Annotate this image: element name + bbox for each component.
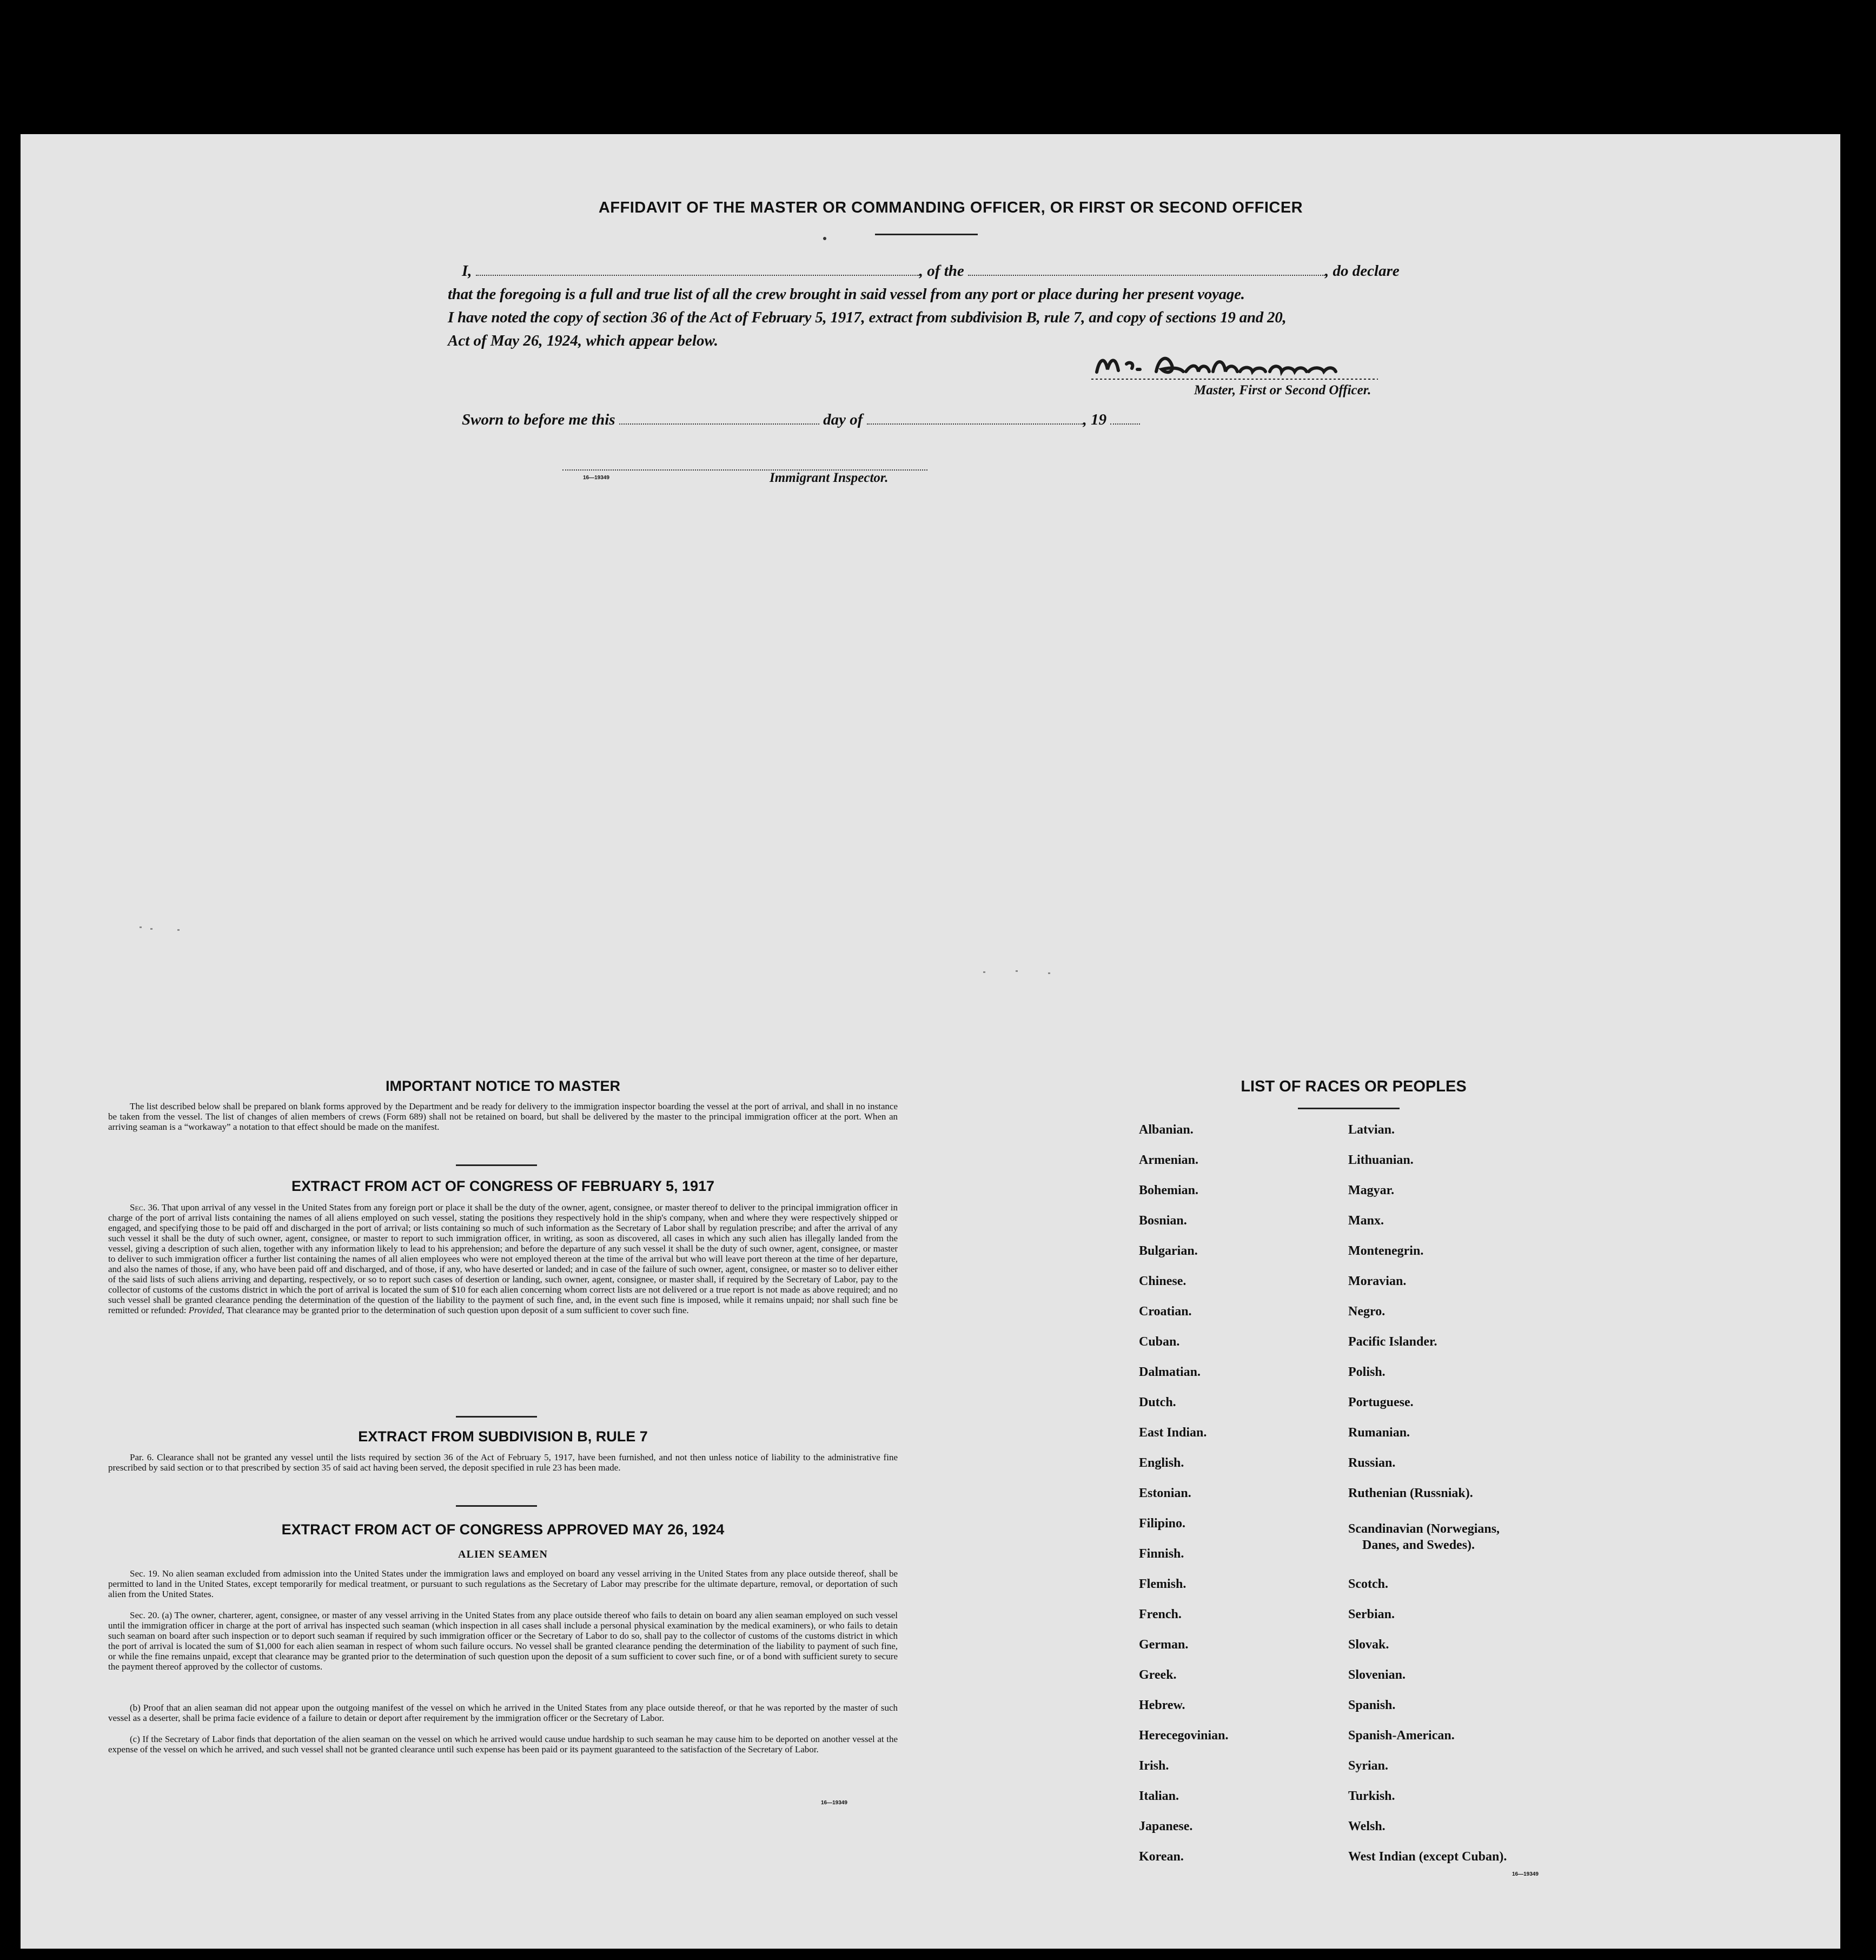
race-item: Russian. (1348, 1456, 1396, 1470)
extract-1917-text: That upon arrival of any vessel in the United States from any foreign port or place it shall be the duty of the owner, agent, consignee, or master thereof to deliver to the principal immigration officer in charge of the port of arrival lists containing the names of all aliens employed on such vessel, stating the positions they respectively hold in the ship's company, when and where they were respectively shipped or engaged, and specifying those to be paid off and discharged in the port of arrival; or lists containing so much of such information as the Secretary of Labor shall by regulation prescribe; and after the arrival of any such vessel it shall be the duty of such owner, agent, consignee, or master to report to such immigration officer, in writing, as soon as discovered, all cases in which any such alien has illegally landed from the vessel, giving a description of such alien, together with any information likely to lead to his apprehension; and before the departure of any such vessel it shall be the duty of such owner, agent, consignee, or master to deliver to such immigration officer a further list containing the names of all alien employees who were not employed thereon at the time of the arrival but who will leave port thereon at the time of her departure, and also the names of those, if any, who have been paid off and discharged, and of those, if any, who have deserted or landed; and in case of the failure of such owner, agent, consignee, or master so to deliver either of the said lists of such aliens arriving and departing, respectively, or so to report such cases of desertion or landing, such owner, agent, consignee, or master shall, if required by the Secretary of Labor, pay to the collector of customs of the customs district in which the port of arrival is located the sum of $10 for each alien concerning whom correct lists are not delivered or a true report is not made as above required; and no such vessel shall be granted clearance pending the determination of the question of the liability to the payment of such fine, and, in the event such fine is imposed, while it remains unpaid; nor shall such fine be remitted or refunded: (108, 1202, 898, 1315)
race-item: French. (1139, 1607, 1182, 1621)
paper-speck (1048, 972, 1050, 974)
affidavit-declaration (448, 260, 1457, 353)
race-item: Cuban. (1139, 1335, 1180, 1349)
race-item: Polish. (1348, 1365, 1386, 1379)
race-item: Croatian. (1139, 1305, 1192, 1319)
notice-rule (456, 1164, 537, 1166)
race-item: Korean. (1139, 1850, 1184, 1864)
extract-1917-sec: Sec. 36. (130, 1202, 160, 1213)
race-item: Bosnian. (1139, 1214, 1187, 1228)
paper-speck (140, 926, 142, 928)
extract-1924-sec20c: (c) If the Secretary of Labor finds that deportation of the alien seaman on the vessel on which he arrived would cause undue hardship to such seaman he may cause him to be deported on another vessel at the expense of the vessel on which he arrived, and such vessel shall not be granted clearance until such expense has been paid or its payment guaranteed to the satisfaction of the Secretary of Labor. (108, 1734, 898, 1754)
sworn-label: Sworn to before me this (462, 411, 615, 428)
form-sheet (21, 134, 1840, 1949)
sworn-year-field[interactable] (1110, 412, 1140, 425)
affidavit-form-number: 16—19349 (583, 475, 609, 481)
notice-body: The list described below shall be prepared on blank forms approved by the Department and be ready for delivery to the immigration inspector boarding the vessel at the port of arrival, and shall in no instance be taken from the vessel. The list of changes of alien members of crews (Form 689) shall not be retained on board, but shall be delivered by the master to the principal immigration officer at the port. When an arriving seaman is a “workaway” a notation to that effect should be made on the manifest. (108, 1101, 898, 1132)
extract-1917-proviso-word: Provided, (188, 1305, 224, 1315)
race-item: Herecegovinian. (1139, 1729, 1229, 1743)
extract-1917-title: EXTRACT FROM ACT OF CONGRESS OF FEBRUARY 5, 1917 (291, 1178, 715, 1194)
sworn-day-field[interactable] (619, 412, 819, 425)
extract-1917-body (108, 1202, 898, 1315)
races-title-rule (1298, 1108, 1400, 1109)
race-item: Manx. (1348, 1214, 1384, 1228)
extract-1924-form-number: 16—19349 (821, 1800, 847, 1806)
race-item: Spanish-American. (1348, 1729, 1455, 1743)
sworn-month-field[interactable] (867, 412, 1083, 425)
notice-title: IMPORTANT NOTICE TO MASTER (386, 1078, 620, 1094)
race-item: Lithuanian. (1348, 1153, 1414, 1167)
race-item: Bulgarian. (1139, 1244, 1198, 1258)
vessel-label: , of the (919, 262, 964, 280)
race-item: Albanian. (1139, 1123, 1194, 1137)
race-item: Scotch. (1348, 1577, 1388, 1591)
race-item: Armenian. (1139, 1153, 1198, 1167)
paper-speck (1016, 970, 1018, 972)
race-item: Ruthenian (Russniak). (1348, 1486, 1473, 1500)
rule7-body: Par. 6. Clearance shall not be granted any vessel until the lists required by section 36 of the Act of February 5, 1917, have been furnished, and not then unless notice of liability to the administrative fine prescribed by said section or to that prescribed by section 35 of said act having been served, the deposit specified in rule 23 has been made. (108, 1452, 898, 1473)
race-item: Turkish. (1348, 1789, 1395, 1803)
race-item: Negro. (1348, 1305, 1386, 1319)
race-item: Pacific Islander. (1348, 1335, 1437, 1349)
extract-1924-sec20b: (b) Proof that an alien seaman did not appear upon the outgoing manifest of the vessel on which he arrived in the United States from any place outside thereof, or that he was reported by the master of such vessel as a deserter, shall be prima facie evidence of a failure to detain or deport after requirement by the immigration officer or the Secretary of Labor. (108, 1703, 898, 1723)
race-item: Rumanian. (1348, 1426, 1410, 1440)
paper-speck (177, 929, 180, 931)
declare-label: , do declare (1325, 262, 1400, 280)
race-item: Dalmatian. (1139, 1365, 1201, 1379)
affidavit-title: AFFIDAVIT OF THE MASTER OR COMMANDING OFFICER, OR FIRST OR SECOND OFFICER (598, 199, 1303, 216)
declarant-name-field[interactable] (476, 263, 919, 276)
rule7-rule (456, 1505, 537, 1507)
race-item: Welsh. (1348, 1819, 1386, 1833)
race-item: Danes, and Swedes). (1362, 1538, 1475, 1552)
race-item: Italian. (1139, 1789, 1179, 1803)
race-item: West Indian (except Cuban). (1348, 1850, 1507, 1864)
paper-speck (150, 928, 153, 930)
race-item: English. (1139, 1456, 1184, 1470)
race-item: Chinese. (1139, 1274, 1186, 1288)
race-item: Bohemian. (1139, 1183, 1199, 1197)
rule7-title: EXTRACT FROM SUBDIVISION B, RULE 7 (358, 1428, 648, 1445)
race-item: Syrian. (1348, 1759, 1389, 1773)
race-item: Scandinavian (Norwegians, (1348, 1522, 1500, 1536)
race-item: Estonian. (1139, 1486, 1191, 1500)
sworn-line (462, 411, 1140, 429)
race-item: Irish. (1139, 1759, 1169, 1773)
declaration-line-1 (462, 260, 1457, 283)
race-item: Filipino. (1139, 1517, 1186, 1531)
declarant-label: I, (462, 262, 472, 280)
race-item: East Indian. (1139, 1426, 1207, 1440)
extract-1924-sec19: Sec. 19. No alien seaman excluded from admission into the United States under the immigration laws and employed on board any vessel arriving in the United States from any place outside thereof, shall be permitted to land in the United States, except temporarily for medical treatment, or pursuant to such regulations as the Secretary of Labor may prescribe for the ultimate departure, removal, or deportation of such alien from the United States. (108, 1568, 898, 1599)
declaration-line-4: Act of May 26, 1924, which appear below. (448, 332, 718, 349)
race-item: Hebrew. (1139, 1698, 1185, 1712)
race-item: Montenegrin. (1348, 1244, 1424, 1258)
extract-1924-sec20a: Sec. 20. (a) The owner, charterer, agent, consignee, or master of any vessel arriving in the United States from any place outside thereof who fails to detain on board any alien seaman employed on such vessel until the immigration officer in charge at the port of arrival has inspected such seaman (which inspection in all cases shall include a personal physical examination by the medical examiners), or who fails to detain such seaman on board after such inspection or to deport such seaman if required by such immigration officer or the Secretary of Labor to do so, shall pay to the collector of customs of the customs district in which the port of arrival is located the sum of $1,000 for each alien seaman in respect of whom such failure occurs. No vessel shall be granted clearance pending the determination of the liability to payment of such fine, or while the fine remains unpaid, except that clearance may be granted prior to the determination of such question upon the deposit of a sum sufficient to cover such fine, or of a bond with sufficient surety to secure the payment thereof approved by the collector of customs. (108, 1610, 898, 1672)
extract-1924-title: EXTRACT FROM ACT OF CONGRESS APPROVED MAY 26, 1924 (281, 1521, 725, 1538)
race-item: Serbian. (1348, 1607, 1395, 1621)
race-item: Slovenian. (1348, 1668, 1406, 1682)
races-title: LIST OF RACES OR PEOPLES (1241, 1078, 1467, 1095)
year-label: , 19 (1083, 411, 1107, 428)
inspector-caption: Immigrant Inspector. (770, 471, 889, 485)
affidavit-dot (823, 237, 826, 240)
declaration-line-2: that the foregoing is a full and true list of all the crew brought in said vessel from any port or place during her present voyage. (448, 286, 1245, 303)
race-item: Magyar. (1348, 1183, 1395, 1197)
handwritten-signature (1086, 348, 1389, 386)
affidavit-title-rule (875, 234, 978, 235)
race-item: Flemish. (1139, 1577, 1186, 1591)
vessel-name-field[interactable] (968, 263, 1325, 276)
race-item: German. (1139, 1638, 1189, 1652)
race-item: Finnish. (1139, 1547, 1184, 1561)
declaration-line-3: I have noted the copy of section 36 of the Act of February 5, 1917, extract from subdivision B, rule 7, and copy of sections 19 and 20, (448, 309, 1287, 326)
race-item: Latvian. (1348, 1123, 1395, 1137)
race-item: Moravian. (1348, 1274, 1407, 1288)
signature-caption: Master, First or Second Officer. (1194, 383, 1371, 398)
race-item: Greek. (1139, 1668, 1177, 1682)
race-item: Dutch. (1139, 1395, 1176, 1409)
day-of-label: day of (823, 411, 863, 428)
paper-speck (983, 971, 985, 973)
race-item: Portuguese. (1348, 1395, 1414, 1409)
extract-1924-subtitle: ALIEN SEAMEN (458, 1548, 548, 1560)
race-item: Japanese. (1139, 1819, 1193, 1833)
race-item: Spanish. (1348, 1698, 1396, 1712)
race-item: Slovak. (1348, 1638, 1389, 1652)
extract-1917-proviso: That clearance may be granted prior to the determination of such question upon deposit of a sum sufficient to cover such fine. (226, 1305, 689, 1315)
races-form-number: 16—19349 (1512, 1871, 1539, 1877)
extract-1917-rule (456, 1416, 537, 1418)
